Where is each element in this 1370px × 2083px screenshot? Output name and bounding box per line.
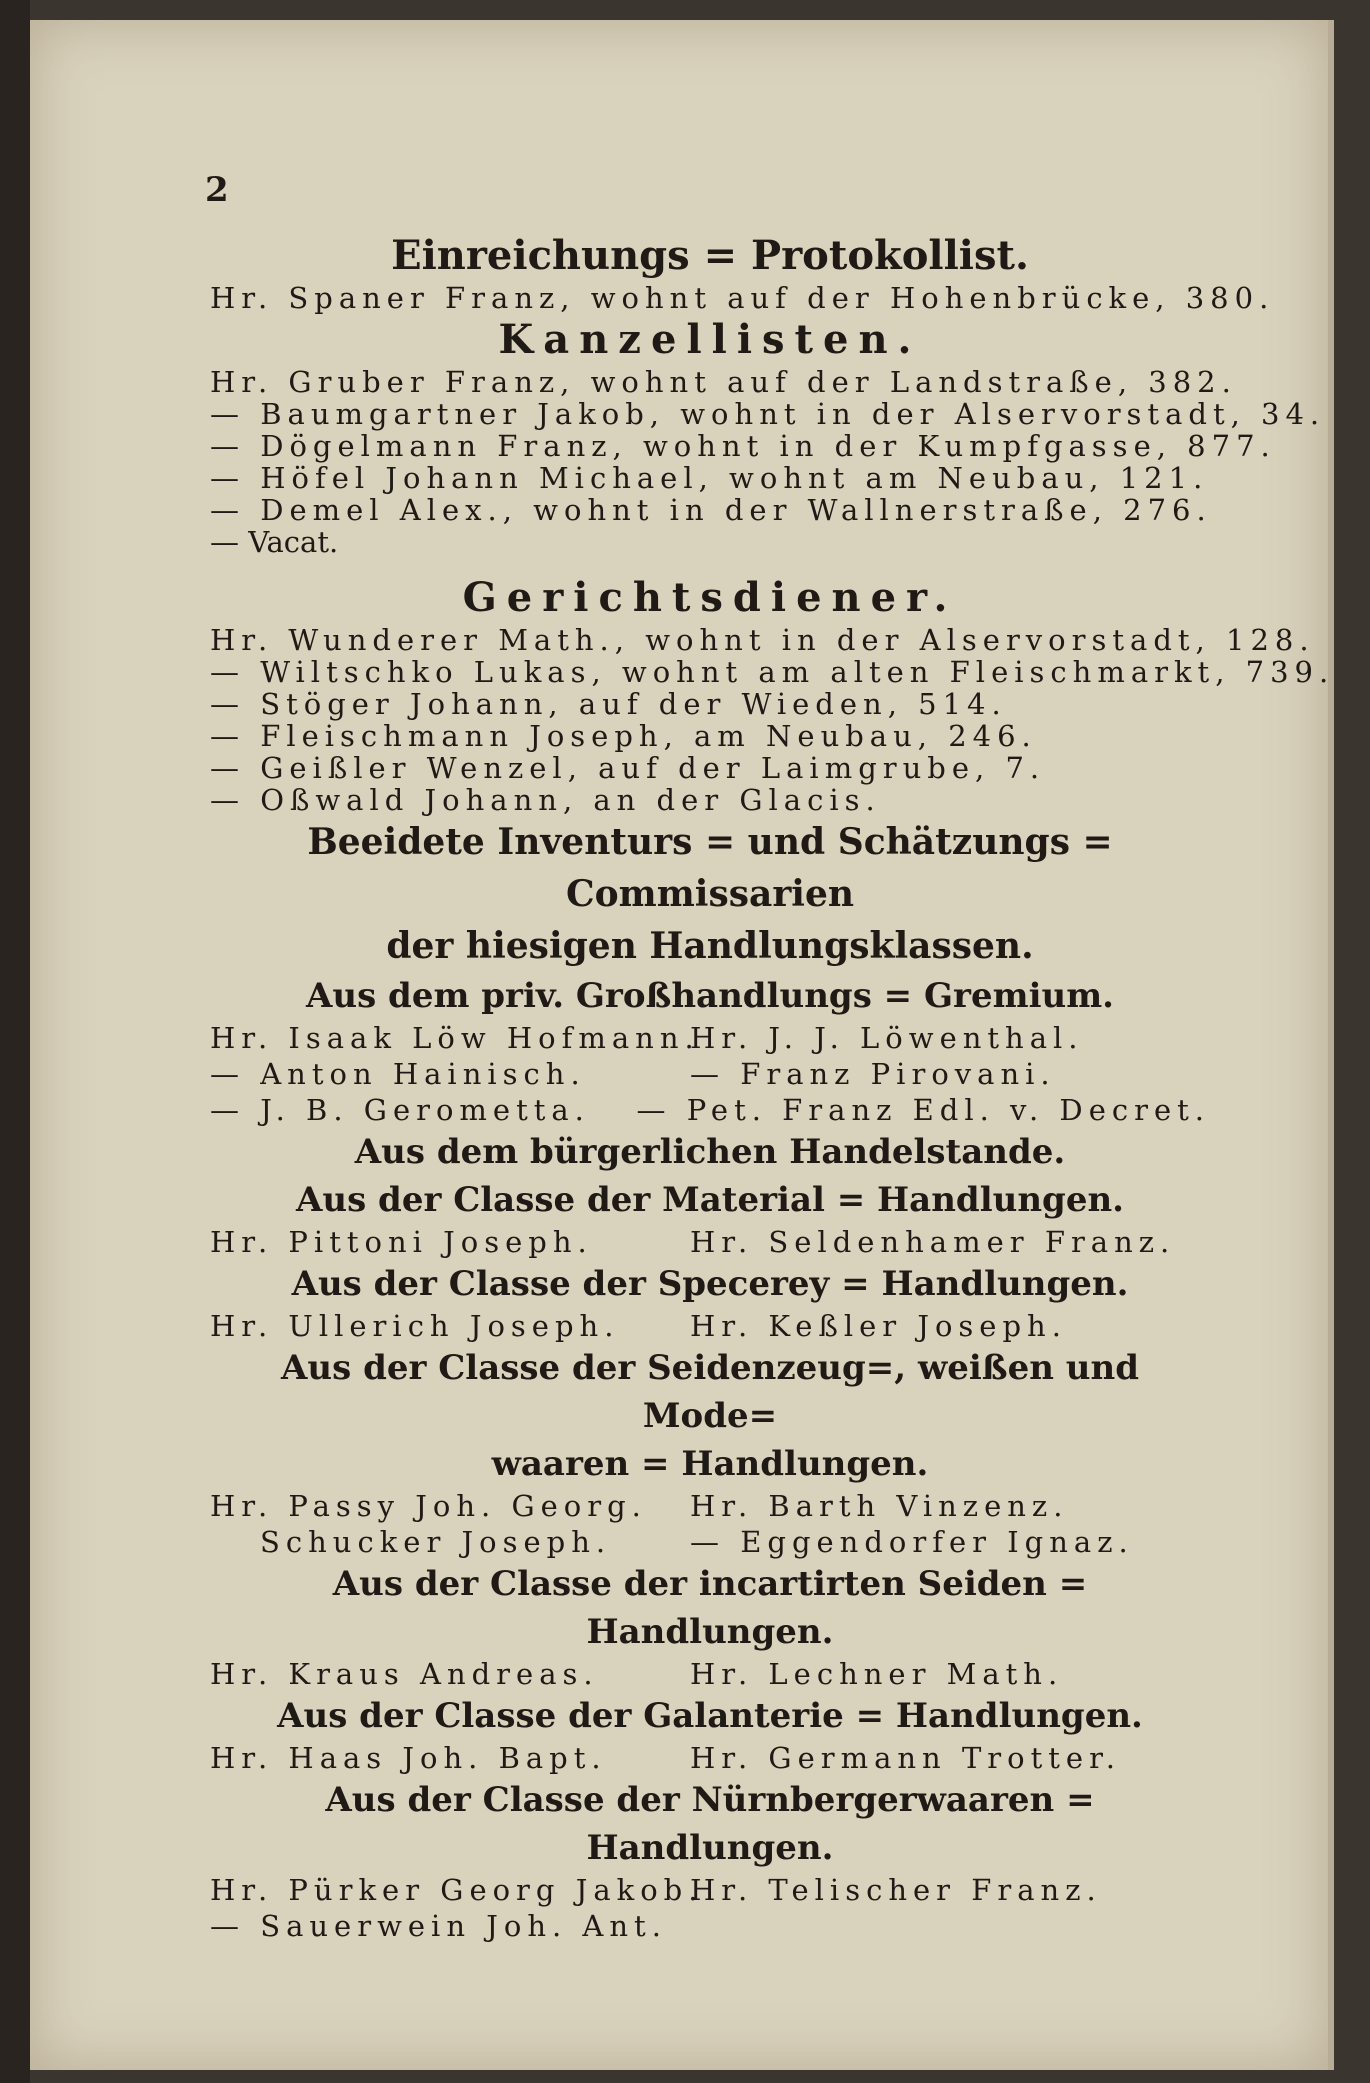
entry-line: — Demel Alex., wohnt in der Wallnerstraße, 276. <box>210 493 1212 527</box>
entry-line: — Oßwald Johann, an der Glacis. <box>210 783 881 817</box>
entry-line: Hr. Spaner Franz, wohnt auf der Hohenbrücke, 380. <box>210 281 1275 315</box>
section-title-kanzellisten: Kanzellisten. <box>498 316 922 363</box>
section-title-commissarien: Beeidete Inventurs = und Schätzungs = Commissarien <box>307 821 1113 915</box>
name-row: Hr. Haas Joh. Bapt. Hr. Germann Trotter. <box>210 1741 1121 1775</box>
subsection-title: Aus dem priv. Großhandlungs = Gremium. <box>305 976 1115 1016</box>
name-row: Hr. Ullerich Joseph. Hr. Keßler Joseph. <box>210 1309 1067 1343</box>
subsection-title: Aus der Classe der Seidenzeug=, weißen und Mode= <box>280 1348 1140 1436</box>
section-title-commissarien-line2: der hiesigen Handlungsklassen. <box>386 925 1034 967</box>
subsection-title: Aus der Classe der Material = Handlungen. <box>295 1180 1125 1220</box>
subsection-title-line2: waaren = Handlungen. <box>491 1444 929 1484</box>
subsection-title: Aus der Classe der incartirten Seiden = Handlungen. <box>332 1564 1088 1652</box>
entry-line: — Stöger Johann, auf der Wieden, 514. <box>210 687 1007 721</box>
entry-line: — Geißler Wenzel, auf der Laimgrube, 7. <box>210 751 1046 785</box>
page-text <box>210 160 1335 1944</box>
subsection-title: Aus der Classe der Nürnbergerwaaren = Handlungen. <box>325 1780 1095 1868</box>
page-number: 2 <box>205 170 229 210</box>
name-row: — Anton Hainisch. — Franz Pirovani. <box>210 1057 1056 1091</box>
name-row: Hr. Pürker Georg Jakob. Hr. Telischer Franz. <box>210 1873 1102 1907</box>
entry-line: — Wiltschko Lukas, wohnt am alten Fleischmarkt, 739. <box>210 655 1335 689</box>
name-row: Hr. Isaak Löw Hofmann. Hr. J. J. Löwenthal. <box>210 1021 1084 1055</box>
book-spine <box>0 0 30 2083</box>
name-row: Hr. Pittoni Joseph. Hr. Seldenhamer Franz. <box>210 1225 1176 1259</box>
entry-line: Hr. Gruber Franz, wohnt auf der Landstraße, 382. <box>210 365 1237 399</box>
entry-line: — Vacat. <box>210 525 339 559</box>
entry-line: — Fleischmann Joseph, am Neubau, 246. <box>210 719 1037 753</box>
name-row: Schucker Joseph. — Eggendorfer Ignaz. <box>260 1525 1134 1559</box>
section-title-protokollist: Einreichungs = Protokollist. <box>391 232 1029 279</box>
entry-line: — Dögelmann Franz, wohnt in der Kumpfgasse, 877. <box>210 429 1276 463</box>
name-row: Hr. Passy Joh. Georg. Hr. Barth Vinzenz. <box>210 1489 1069 1523</box>
entry-line: Hr. Wunderer Math., wohnt in der Alservorstadt, 128. <box>210 623 1315 657</box>
name-row: — J. B. Gerometta. — Pet. Franz Edl. v. Decret. <box>210 1093 1210 1127</box>
name-row: Hr. Kraus Andreas. Hr. Lechner Math. <box>210 1657 1064 1691</box>
subsection-title: Aus dem bürgerlichen Handelstande. <box>354 1132 1066 1172</box>
section-title-gerichtsdiener: Gerichtsdiener. <box>462 574 958 621</box>
entry-line: — Höfel Johann Michael, wohnt am Neubau, 121. <box>210 461 1209 495</box>
name-row: — Sauerwein Joh. Ant. <box>210 1909 667 1943</box>
subsection-title: Aus der Classe der Galanterie = Handlungen. <box>277 1696 1143 1736</box>
subsection-title: Aus der Classe der Specerey = Handlungen. <box>291 1264 1129 1304</box>
entry-line: — Baumgartner Jakob, wohnt in der Alservorstadt, 34. <box>210 397 1326 431</box>
